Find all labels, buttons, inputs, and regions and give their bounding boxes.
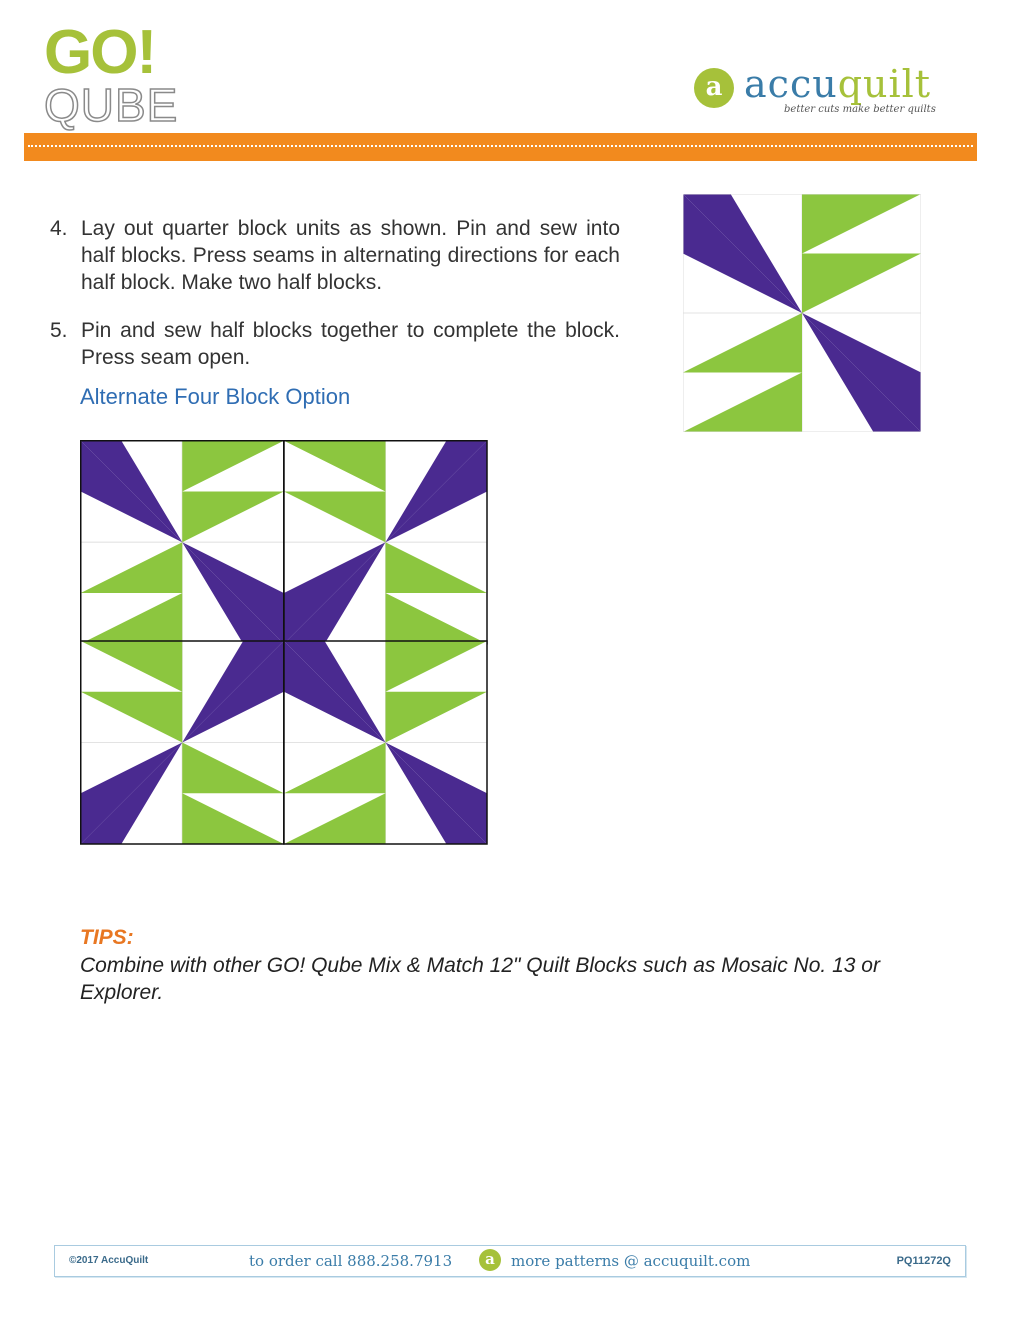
step-text: Lay out quarter block units as shown. Pin and sew into half blocks. Press seams in alternating directions for each half block. Make two half blocks. xyxy=(81,217,620,294)
quilt-block xyxy=(683,194,921,432)
step-5 xyxy=(50,317,620,373)
footer-a-icon: a xyxy=(479,1249,501,1271)
quilt-block xyxy=(284,441,487,644)
qube-logo-text: QUBE xyxy=(44,79,179,131)
accuquilt-logo xyxy=(694,64,974,120)
four-block-diagram xyxy=(80,440,488,845)
quilt-block xyxy=(284,641,487,844)
footer-copyright: ©2017 AccuQuilt xyxy=(69,1255,149,1266)
step-number: 4. xyxy=(50,217,68,240)
step-number: 5. xyxy=(50,319,68,342)
single-block-diagram xyxy=(683,194,921,432)
footer-pattern-code: PQ11272Q xyxy=(896,1255,951,1267)
accuquilt-wordmark xyxy=(744,64,931,104)
footer-bar xyxy=(54,1245,966,1277)
header-divider-stitching xyxy=(28,145,973,147)
footer-website: more patterns @ accuquilt.com xyxy=(511,1252,751,1270)
step-text: Pin and sew half blocks together to complete the block. Press seam open. xyxy=(81,319,620,369)
tips-label: TIPS: xyxy=(80,926,134,949)
accuquilt-a-icon: a xyxy=(694,68,734,108)
footer-order-phone: to order call 888.258.7913 xyxy=(249,1252,453,1270)
go-logo-text: GO! xyxy=(44,18,156,87)
alternate-option-heading: Alternate Four Block Option xyxy=(80,384,351,409)
header-divider-bar xyxy=(24,133,977,161)
accuquilt-accu: accu xyxy=(744,62,838,106)
accuquilt-tagline: better cuts make better quilts xyxy=(784,104,936,115)
step-4 xyxy=(50,215,620,299)
quilt-block xyxy=(81,641,284,844)
quilt-block xyxy=(81,441,284,644)
tips-text: Combine with other GO! Qube Mix & Match 12" Quilt Blocks such as Mosaic No. 13 or Explorer. xyxy=(80,954,880,1004)
accuquilt-quilt: quilt xyxy=(837,62,932,106)
